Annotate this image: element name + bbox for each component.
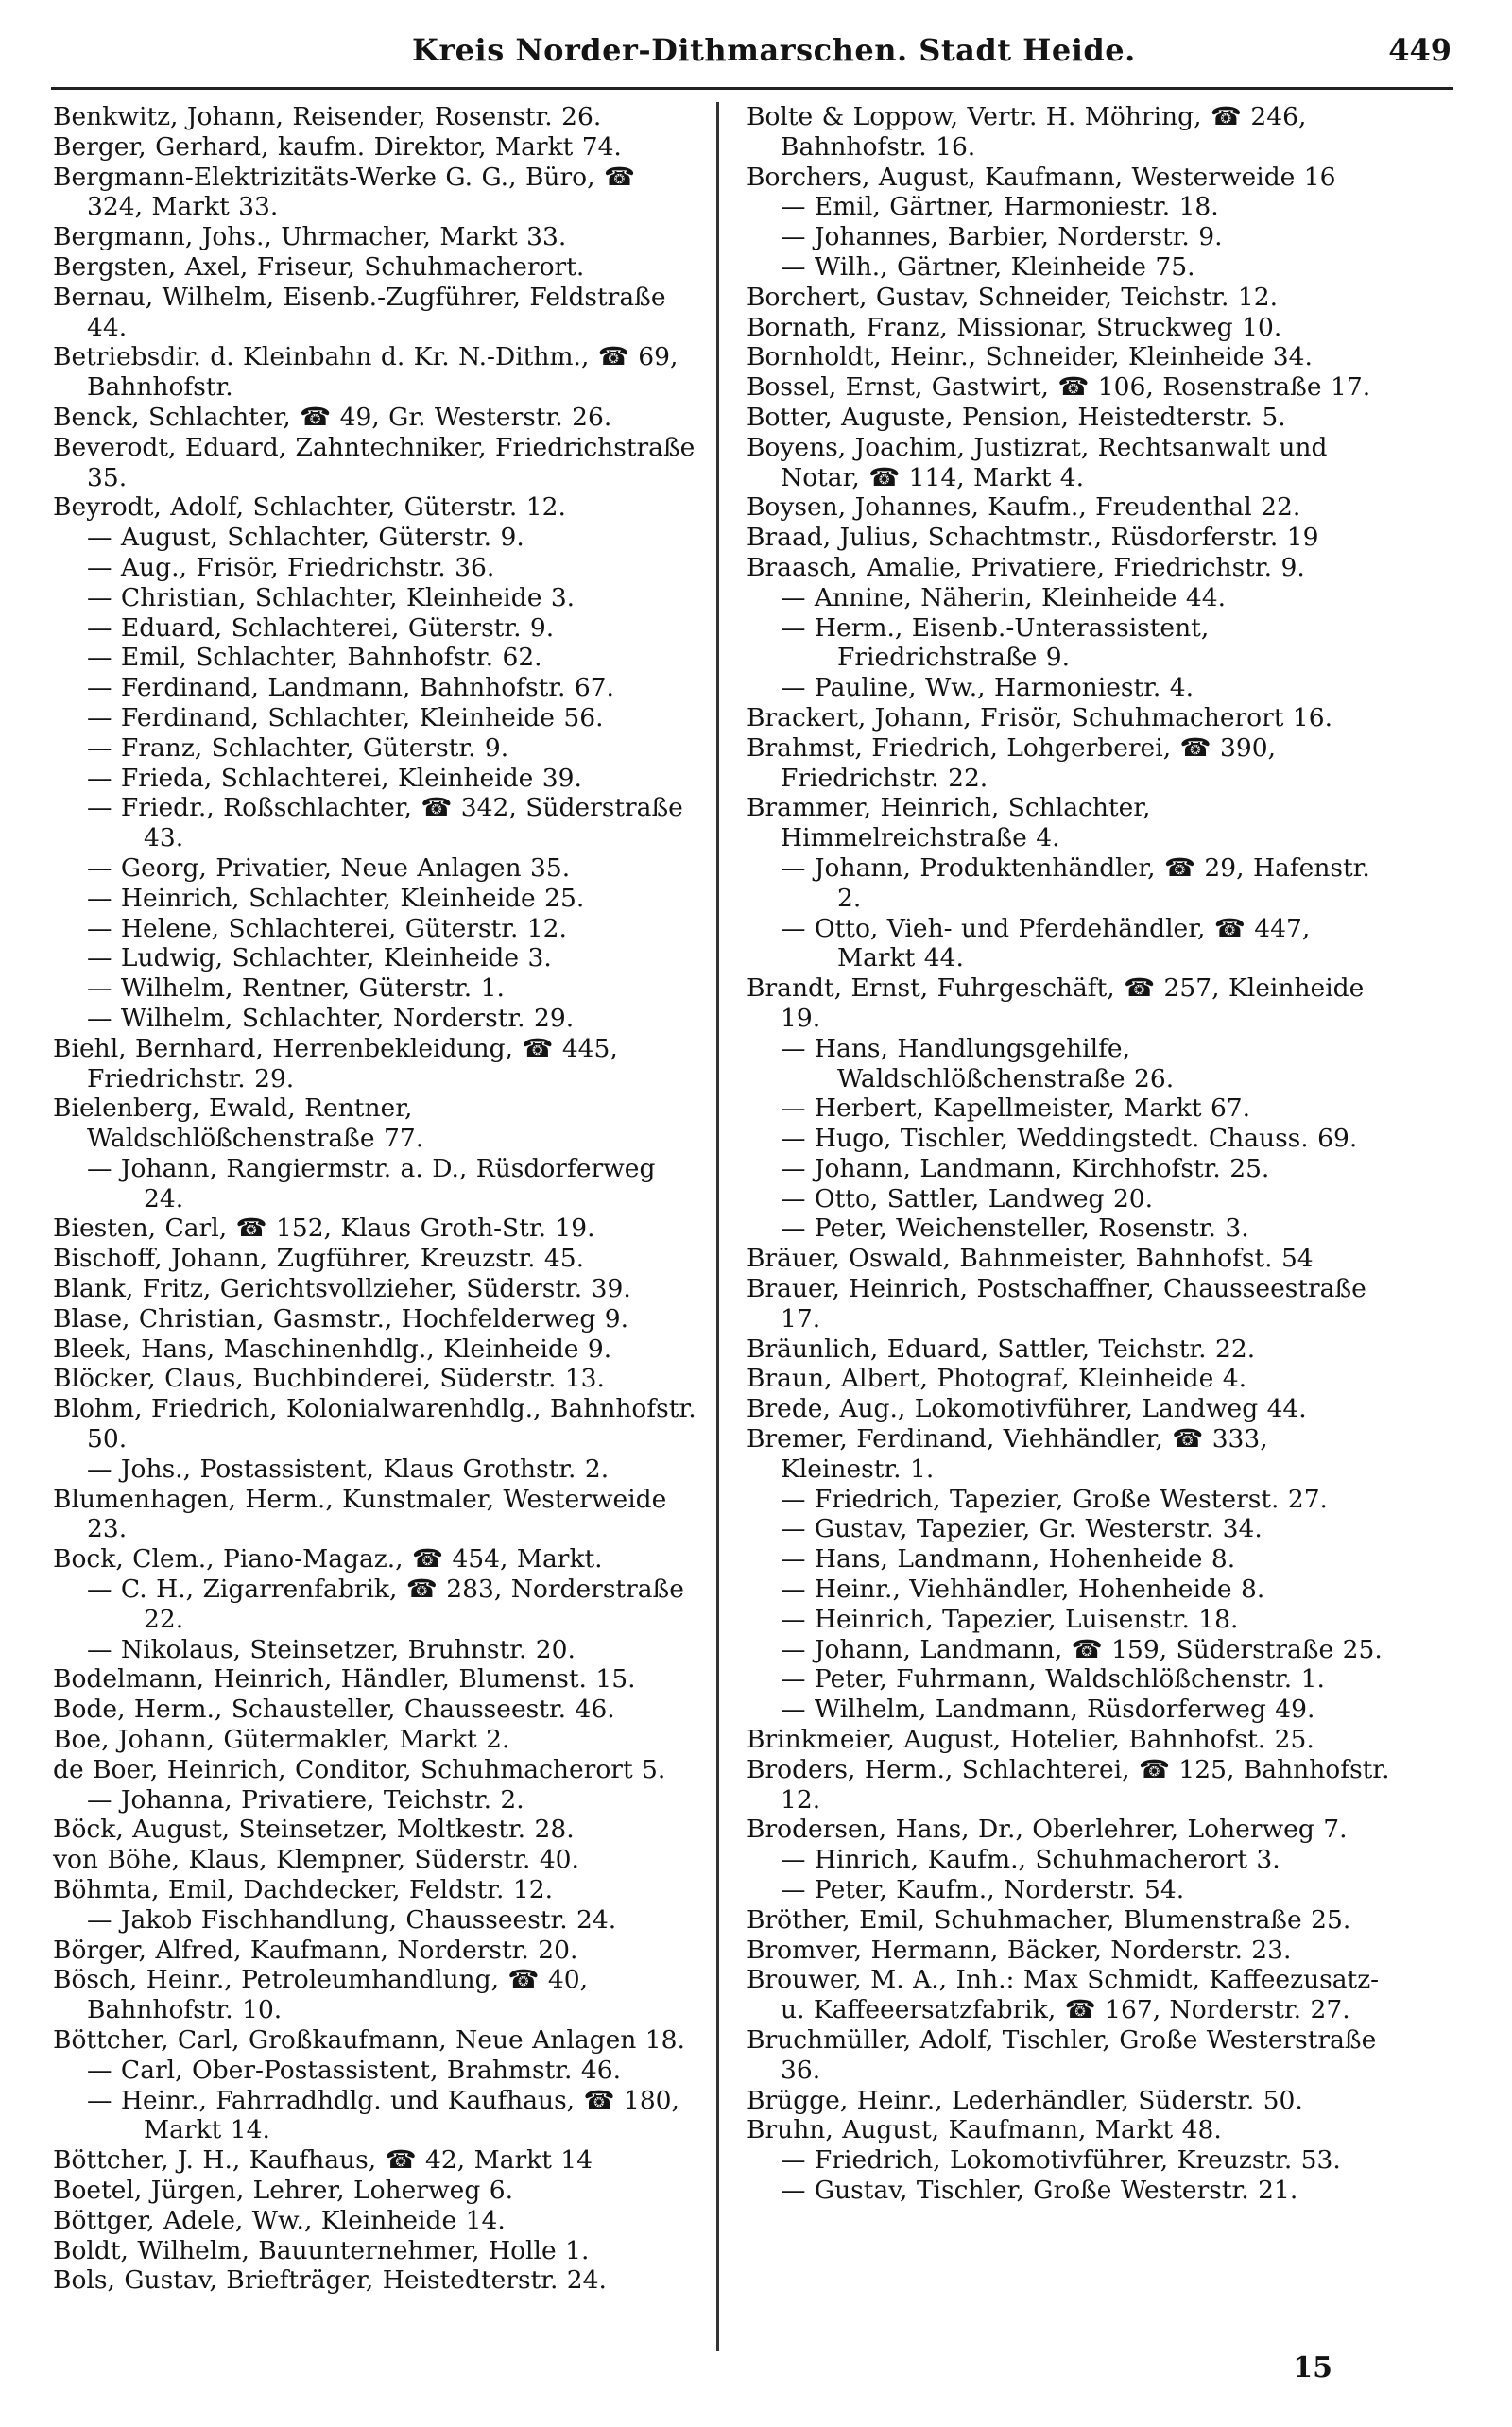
directory-entry: Brackert, Johann, Frisör, Schuhmacherort 16.	[747, 702, 1333, 732]
directory-entry: Böttcher, J. H., Kaufhaus, ☎ 42, Markt 14	[53, 2145, 593, 2176]
left-column	[53, 102, 699, 2296]
directory-entry: — Ludwig, Schlachter, Kleinheide 3.	[87, 943, 552, 973]
directory-entry: Bröther, Emil, Schuhmacher, Blumenstraße 25.	[747, 1904, 1351, 1935]
directory-entry: — Eduard, Schlachterei, Güterstr. 9.	[87, 612, 555, 643]
directory-entry: Bräunlich, Eduard, Sattler, Teichstr. 22.	[747, 1334, 1256, 1364]
right-column	[747, 102, 1393, 2206]
directory-entry: — Friedrich, Lokomotivführer, Kreuzstr. 53.	[781, 2145, 1341, 2176]
directory-entry: — Pauline, Ww., Harmoniestr. 4.	[781, 673, 1194, 703]
directory-entry: Beverodt, Eduard, Zahntechniker, Friedrichstraße 35.	[53, 432, 696, 492]
directory-entry: Böhmta, Emil, Dachdecker, Feldstr. 12.	[53, 1875, 554, 1905]
directory-entry: Beyrodt, Adolf, Schlachter, Güterstr. 12.	[53, 492, 566, 523]
directory-entry: Berger, Gerhard, kaufm. Direktor, Markt 74.	[53, 131, 622, 162]
directory-entry: Broders, Herm., Schlachterei, ☎ 125, Bahnhofstr. 12.	[747, 1754, 1390, 1815]
directory-entry: Bolte & Loppow, Vertr. H. Möhring, ☎ 246, Bahnhofstr. 16.	[747, 102, 1307, 162]
directory-entry: Bock, Clem., Piano-Magaz., ☎ 454, Markt.	[53, 1544, 603, 1575]
directory-entry: — Heinr., Fahrradhdlg. und Kaufhaus, ☎ 180, Markt 14.	[87, 2085, 679, 2145]
directory-entry: Bruhn, August, Kaufmann, Markt 48.	[747, 2115, 1222, 2145]
directory-entry: — Aug., Frisör, Friedrichstr. 36.	[87, 552, 495, 582]
directory-entry: Bromver, Hermann, Bäcker, Norderstr. 23.	[747, 1935, 1292, 1965]
directory-entry: — Hans, Handlungsgehilfe, Waldschlößchenstraße 26.	[781, 1033, 1175, 1093]
directory-entry: von Böhe, Klaus, Klempner, Süderstr. 40.	[53, 1845, 579, 1875]
directory-entry: Brandt, Ernst, Fuhrgeschäft, ☎ 257, Kleinheide 19.	[747, 973, 1365, 1033]
directory-entry: Blase, Christian, Gasmstr., Hochfelderweg 9.	[53, 1303, 629, 1334]
directory-entry: Borchers, August, Kaufmann, Westerweide 16	[747, 162, 1336, 192]
directory-entry: Braasch, Amalie, Privatiere, Friedrichstr. 9.	[747, 552, 1305, 582]
directory-entry: Brügge, Heinr., Lederhändler, Süderstr. 50.	[747, 2085, 1303, 2115]
page-number: 449	[1388, 32, 1452, 68]
directory-entry: — Hans, Landmann, Hohenheide 8.	[781, 1544, 1236, 1575]
directory-entry: — Emil, Schlachter, Bahnhofstr. 62.	[87, 643, 542, 673]
directory-entry: — Gustav, Tapezier, Gr. Westerstr. 34.	[781, 1514, 1263, 1544]
directory-entry: de Boer, Heinrich, Conditor, Schuhmacherort 5.	[53, 1754, 666, 1784]
directory-entry: Bremer, Ferdinand, Viehhändler, ☎ 333, Kleinestr. 1.	[747, 1424, 1268, 1484]
directory-entry: — Annine, Näherin, Kleinheide 44.	[781, 582, 1226, 612]
column-divider	[716, 102, 719, 2351]
directory-entry: — Otto, Sattler, Landweg 20.	[781, 1183, 1154, 1214]
directory-entry: Böck, August, Steinsetzer, Moltkestr. 28.	[53, 1815, 575, 1845]
directory-entry: Boldt, Wilhelm, Bauunternehmer, Holle 1.	[53, 2235, 590, 2265]
directory-entry: Blank, Fritz, Gerichtsvollzieher, Süderstr. 39.	[53, 1274, 631, 1304]
directory-entry: — Johs., Postassistent, Klaus Grothstr. 2.	[87, 1454, 610, 1484]
directory-entry: — Herm., Eisenb.-Unterassistent, Friedrichstraße 9.	[781, 612, 1210, 673]
directory-entry: Boetel, Jürgen, Lehrer, Loherweg 6.	[53, 2175, 513, 2205]
directory-entry: — Johann, Landmann, ☎ 159, Süderstraße 25.	[781, 1634, 1383, 1664]
directory-entry: — Frieda, Schlachterei, Kleinheide 39.	[87, 763, 582, 793]
directory-entry: Braun, Albert, Photograf, Kleinheide 4.	[747, 1364, 1247, 1394]
directory-entry: — Christian, Schlachter, Kleinheide 3.	[87, 582, 576, 612]
directory-entry: Böttger, Adele, Ww., Kleinheide 14.	[53, 2205, 506, 2235]
directory-entry: Bergmann, Johs., Uhrmacher, Markt 33.	[53, 222, 567, 252]
header-rule	[51, 87, 1453, 90]
directory-entry: — Wilhelm, Rentner, Güterstr. 1.	[87, 973, 505, 1004]
directory-entry: Börger, Alfred, Kaufmann, Norderstr. 20.	[53, 1935, 578, 1965]
directory-entry: Biehl, Bernhard, Herrenbekleidung, ☎ 445, Friedrichstr. 29.	[53, 1033, 618, 1093]
directory-entry: — Georg, Privatier, Neue Anlagen 35.	[87, 852, 571, 883]
directory-entry: Blumenhagen, Herm., Kunstmaler, Westerweide 23.	[53, 1484, 667, 1544]
directory-entry: Bode, Herm., Schausteller, Chausseestr. 46.	[53, 1695, 615, 1725]
directory-entry: Brammer, Heinrich, Schlachter, Himmelreichstraße 4.	[747, 793, 1151, 853]
directory-entry: Brede, Aug., Lokomotivführer, Landweg 44.	[747, 1394, 1307, 1424]
directory-entry: — Jakob Fischhandlung, Chausseestr. 24.	[87, 1904, 617, 1935]
directory-entry: — Wilhelm, Landmann, Rüsdorferweg 49.	[781, 1695, 1315, 1725]
directory-entry: Böttcher, Carl, Großkaufmann, Neue Anlagen 18.	[53, 2025, 685, 2055]
directory-entry: — Hinrich, Kaufm., Schuhmacherort 3.	[781, 1845, 1280, 1875]
directory-entry: Betriebsdir. d. Kleinbahn d. Kr. N.-Dithm., ☎ 69, Bahnhofstr.	[53, 342, 679, 403]
directory-entry: — Wilh., Gärtner, Kleinheide 75.	[781, 251, 1195, 282]
directory-entry: Benck, Schlachter, ☎ 49, Gr. Westerstr. 26.	[53, 402, 612, 432]
directory-entry: Bielenberg, Ewald, Rentner, Waldschlößchenstraße 77.	[53, 1093, 424, 1154]
directory-entry: — Heinrich, Schlachter, Kleinheide 25.	[87, 883, 585, 913]
directory-entry: Bleek, Hans, Maschinenhdlg., Kleinheide 9.	[53, 1334, 612, 1364]
directory-entry: — Heinrich, Tapezier, Luisenstr. 18.	[781, 1604, 1239, 1634]
directory-entry: — August, Schlachter, Güterstr. 9.	[87, 523, 524, 553]
directory-entry: — Gustav, Tischler, Große Westerstr. 21.	[781, 2175, 1298, 2205]
directory-entry: Bernau, Wilhelm, Eisenb.-Zugführer, Feldstraße 44.	[53, 282, 666, 342]
directory-entry: Bodelmann, Heinrich, Händler, Blumenst. 15.	[53, 1664, 636, 1695]
directory-entry: Benkwitz, Johann, Reisender, Rosenstr. 26.	[53, 102, 602, 131]
directory-entry: Boyens, Joachim, Justizrat, Rechtsanwalt und Notar, ☎ 114, Markt 4.	[747, 432, 1328, 492]
directory-entry: Bols, Gustav, Briefträger, Heistedterstr. 24.	[53, 2265, 607, 2296]
directory-entry: Bösch, Heinr., Petroleumhandlung, ☎ 40, Bahnhofstr. 10.	[53, 1965, 588, 2025]
page-title: Kreis Norder-Dithmarschen. Stadt Heide.	[412, 32, 1136, 68]
directory-entry: Brahmst, Friedrich, Lohgerberei, ☎ 390, Friedrichstr. 22.	[747, 732, 1276, 793]
signature-mark: 15	[1293, 2351, 1332, 2384]
directory-entry: — Heinr., Viehhändler, Hohenheide 8.	[781, 1575, 1265, 1605]
directory-entry: — Emil, Gärtner, Harmoniestr. 18.	[781, 192, 1219, 222]
directory-entry: — Ferdinand, Landmann, Bahnhofstr. 67.	[87, 673, 614, 703]
directory-entry: Bischoff, Johann, Zugführer, Kreuzstr. 45.	[53, 1244, 585, 1274]
directory-entry: Brauer, Heinrich, Postschaffner, Chausseestraße 17.	[747, 1274, 1366, 1334]
directory-entry: — Peter, Kaufm., Norderstr. 54.	[781, 1875, 1185, 1905]
directory-entry: — Johann, Produktenhändler, ☎ 29, Hafenstr. 2.	[781, 852, 1370, 913]
directory-entry: — Peter, Fuhrmann, Waldschlößchenstr. 1.	[781, 1664, 1325, 1695]
directory-entry: Boe, Johann, Gütermakler, Markt 2.	[53, 1725, 510, 1755]
directory-entry: Bergmann-Elektrizitäts-Werke G. G., Büro, ☎ 324, Markt 33.	[53, 162, 635, 222]
directory-entry: — Johann, Rangiermstr. a. D., Rüsdorferweg 24.	[87, 1153, 656, 1214]
directory-entry: Botter, Auguste, Pension, Heistedterstr. 5.	[747, 402, 1286, 432]
directory-entry: Brouwer, M. A., Inh.: Max Schmidt, Kaffeezusatz- u. Kaffeeersatzfabrik, ☎ 167, Norderstr. 27.	[747, 1965, 1380, 2025]
directory-entry: Bergsten, Axel, Friseur, Schuhmacherort.	[53, 251, 585, 282]
directory-entry: — Johanna, Privatiere, Teichstr. 2.	[87, 1784, 524, 1815]
directory-entry: — Nikolaus, Steinsetzer, Bruhnstr. 20.	[87, 1634, 576, 1664]
directory-entry: — C. H., Zigarrenfabrik, ☎ 283, Norderstraße 22.	[87, 1575, 684, 1634]
directory-entry: Boysen, Johannes, Kaufm., Freudenthal 22.	[747, 492, 1301, 523]
directory-entry: Braad, Julius, Schachtmstr., Rüsdorferstr. 19	[747, 523, 1319, 553]
directory-entry: — Franz, Schlachter, Güterstr. 9.	[87, 732, 509, 763]
directory-entry: Blöcker, Claus, Buchbinderei, Süderstr. 13.	[53, 1364, 605, 1394]
directory-entry: — Friedrich, Tapezier, Große Westerst. 27.	[781, 1484, 1328, 1514]
directory-entry: Bruchmüller, Adolf, Tischler, Große Westerstraße 36.	[747, 2025, 1377, 2085]
directory-entry: Bossel, Ernst, Gastwirt, ☎ 106, Rosenstraße 17.	[747, 372, 1371, 403]
directory-entry: Bornath, Franz, Missionar, Struckweg 10.	[747, 312, 1282, 342]
directory-entry: Bräuer, Oswald, Bahnmeister, Bahnhofst. 54	[747, 1244, 1314, 1274]
directory-entry: — Hugo, Tischler, Weddingstedt. Chauss. 69.	[781, 1124, 1358, 1154]
directory-entry: Brinkmeier, August, Hotelier, Bahnhofst. 25.	[747, 1725, 1314, 1755]
directory-entry: — Ferdinand, Schlachter, Kleinheide 56.	[87, 702, 604, 732]
directory-entry: Brodersen, Hans, Dr., Oberlehrer, Loherweg 7.	[747, 1815, 1348, 1845]
directory-entry: Blohm, Friedrich, Kolonialwarenhdlg., Bahnhofstr. 50.	[53, 1394, 696, 1454]
directory-entry: — Johannes, Barbier, Norderstr. 9.	[781, 222, 1223, 252]
directory-entry: — Carl, Ober-Postassistent, Brahmstr. 46.	[87, 2055, 622, 2085]
directory-entry: — Otto, Vieh- und Pferdehändler, ☎ 447, Markt 44.	[781, 913, 1311, 973]
directory-entry: Borchert, Gustav, Schneider, Teichstr. 12.	[747, 282, 1279, 312]
page-header	[53, 32, 1452, 81]
directory-entry: — Friedr., Roßschlachter, ☎ 342, Süderstraße 43.	[87, 793, 683, 853]
directory-entry: — Johann, Landmann, Kirchhofstr. 25.	[781, 1153, 1270, 1183]
directory-entry: — Helene, Schlachterei, Güterstr. 12.	[87, 913, 567, 943]
directory-entry: Bornholdt, Heinr., Schneider, Kleinheide 34.	[747, 342, 1313, 372]
directory-entry: — Peter, Weichensteller, Rosenstr. 3.	[781, 1214, 1249, 1244]
directory-entry: Biesten, Carl, ☎ 152, Klaus Groth-Str. 19.	[53, 1214, 595, 1244]
directory-entry: — Wilhelm, Schlachter, Norderstr. 29.	[87, 1003, 575, 1033]
directory-entry: — Herbert, Kapellmeister, Markt 67.	[781, 1093, 1251, 1124]
